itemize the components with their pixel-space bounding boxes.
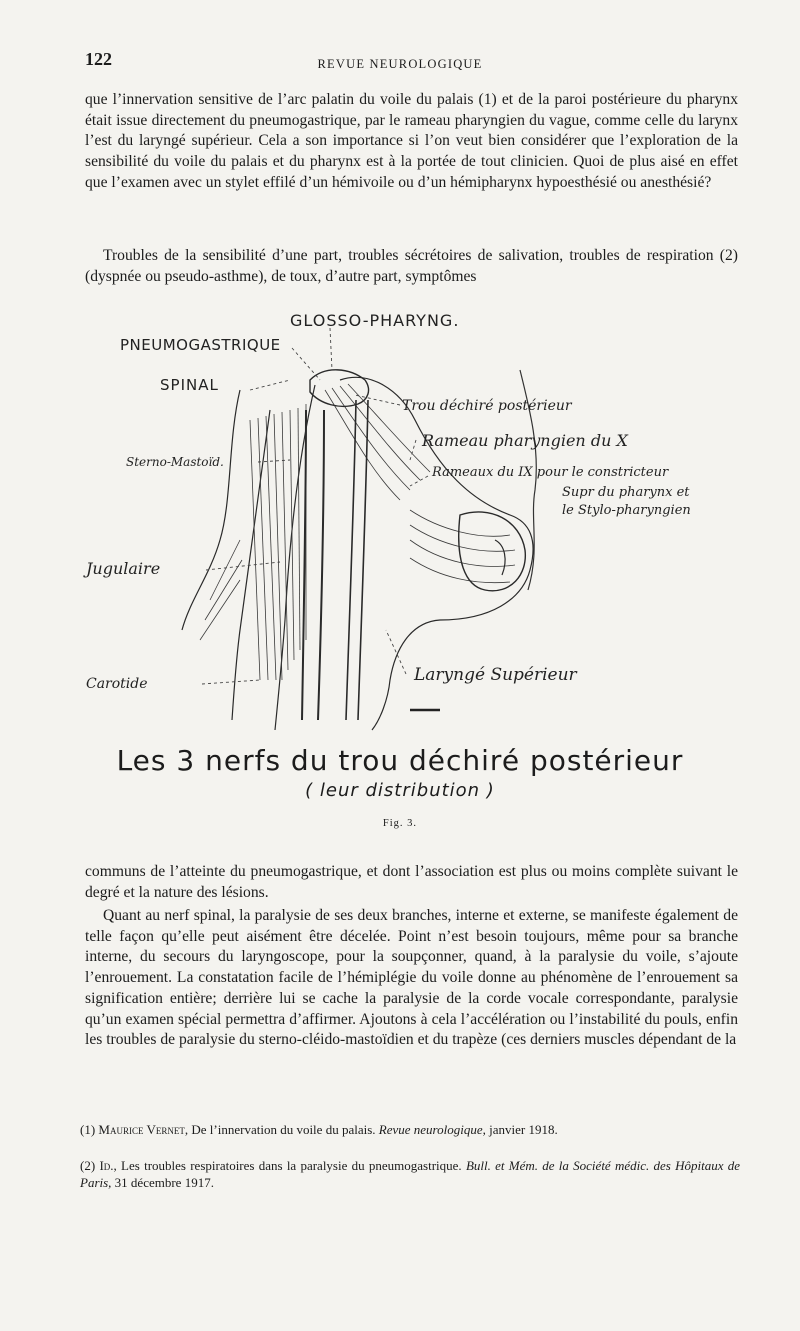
footnote-2-mark: (2) bbox=[80, 1158, 96, 1173]
label-sterno-mastoid: Sterno-Mastoïd. bbox=[126, 455, 224, 469]
footnote-1-date: janvier 1918. bbox=[489, 1122, 558, 1137]
paragraph-nerf-spinal: Quant au nerf spinal, la paralysie de ses deux branches, interne et externe, se manifeste également de telle façon qu’elle peut aisément être décelée. Point n’est besoin toujours, même pour sa branche interne, du secours du laryngoscope, pour la soupçonner, quand, à la paralysie du voile, s’ajoute l’enrouement. La constatation facile de l’hémiplégie du voile donne au phénomène de l’enrouement sa signification entière; derrière lui se cache la paralysie de la corde vocale correspondante, paralysie qu’un examen spécial permettra d’affirmer. Ajoutons à cela l’accélération ou l’instabilité du pouls, enfin les troubles de paralysie du sterno-cléido-mastoïdien et du trapèze (ces derniers muscles dépendant de la bbox=[85, 907, 738, 1049]
footnote-2-text: Les troubles respiratoires dans la paralysie du pneumogastrique. bbox=[121, 1158, 462, 1173]
label-rameau-pharyngien: Rameau pharyngien du X bbox=[422, 431, 628, 450]
label-larynge-superieur: Laryngé Supérieur bbox=[414, 665, 577, 685]
anatomy-figure bbox=[86, 300, 750, 790]
footnote-2-author: Id., bbox=[99, 1158, 117, 1173]
label-pneumogastrique: PNEUMOGASTRIQUE bbox=[120, 336, 281, 354]
footnote-1-author: Maurice Vernet, bbox=[98, 1122, 189, 1137]
label-rameaux-ix: Rameaux du IX pour le constricteur bbox=[432, 465, 669, 480]
paragraph-innervation: que l’innervation sensitive de l’arc palatin du voile du palais (1) et de la paroi postérieure du pharynx était issue directement du pneumogastrique, par le rameau pharyngien du vague, comme celle du larynx l’est du laryngé supérieur. Cela a son importance si l’on veut bien considérer que l’exploration de la sensibilité du voile du palais et du pharynx est à la portée de tout clinicien. Quoi de plus aisé en effet que l’examen avec un stylet effilé d’un hémivoile ou d’un hémipharynx hypoesthésié ou anesthésié? bbox=[85, 91, 738, 191]
paragraph-troubles: Troubles de la sensibilité d’une part, troubles sécrétoires de salivation, troubles de respiration (2) (dyspnée ou pseudo-asthme), de toux, d’autre part, symptômes bbox=[85, 247, 738, 285]
leader-lines bbox=[202, 328, 428, 684]
footnote-1-mark: (1) bbox=[80, 1122, 96, 1137]
footnote-1-text: De l’innervation du voile du palais. bbox=[191, 1122, 376, 1137]
footnote-2-journal: Bull. et Mém. de la Société médic. des Hôpitaux de Paris, bbox=[80, 1158, 741, 1190]
label-jugulaire: Jugulaire bbox=[86, 559, 161, 578]
figure-caption-title: Les 3 nerfs du trou déchiré postérieur bbox=[116, 744, 684, 777]
page-number: 122 bbox=[85, 49, 112, 69]
figure-caption-subtitle: ( leur distribution ) bbox=[305, 780, 495, 801]
footnote-1 bbox=[80, 1121, 740, 1138]
paragraph-communs: communs de l’atteinte du pneumogastrique, et dont l’association est plus ou moins complète suivant le degré et la nature des lésions. bbox=[85, 863, 738, 901]
footnote-2 bbox=[80, 1157, 740, 1191]
footnote-1-journal: Revue neurologique, bbox=[378, 1122, 486, 1137]
figure-number: Fig. 3. bbox=[382, 818, 418, 829]
footnote-2-date: 31 décembre 1917. bbox=[114, 1175, 214, 1190]
label-carotide: Carotide bbox=[86, 676, 148, 692]
label-spinal: SPINAL bbox=[160, 376, 219, 394]
label-trou-dechire: Trou déchiré postérieur bbox=[402, 398, 572, 414]
label-stylo-pharyngien: le Stylo-pharyngien bbox=[562, 503, 691, 518]
label-sup-pharynx: Supr du pharynx et bbox=[562, 485, 690, 500]
label-glosso-pharyng: GLOSSO-PHARYNG. bbox=[290, 311, 460, 330]
running-title: REVUE NEUROLOGIQUE bbox=[317, 57, 483, 71]
